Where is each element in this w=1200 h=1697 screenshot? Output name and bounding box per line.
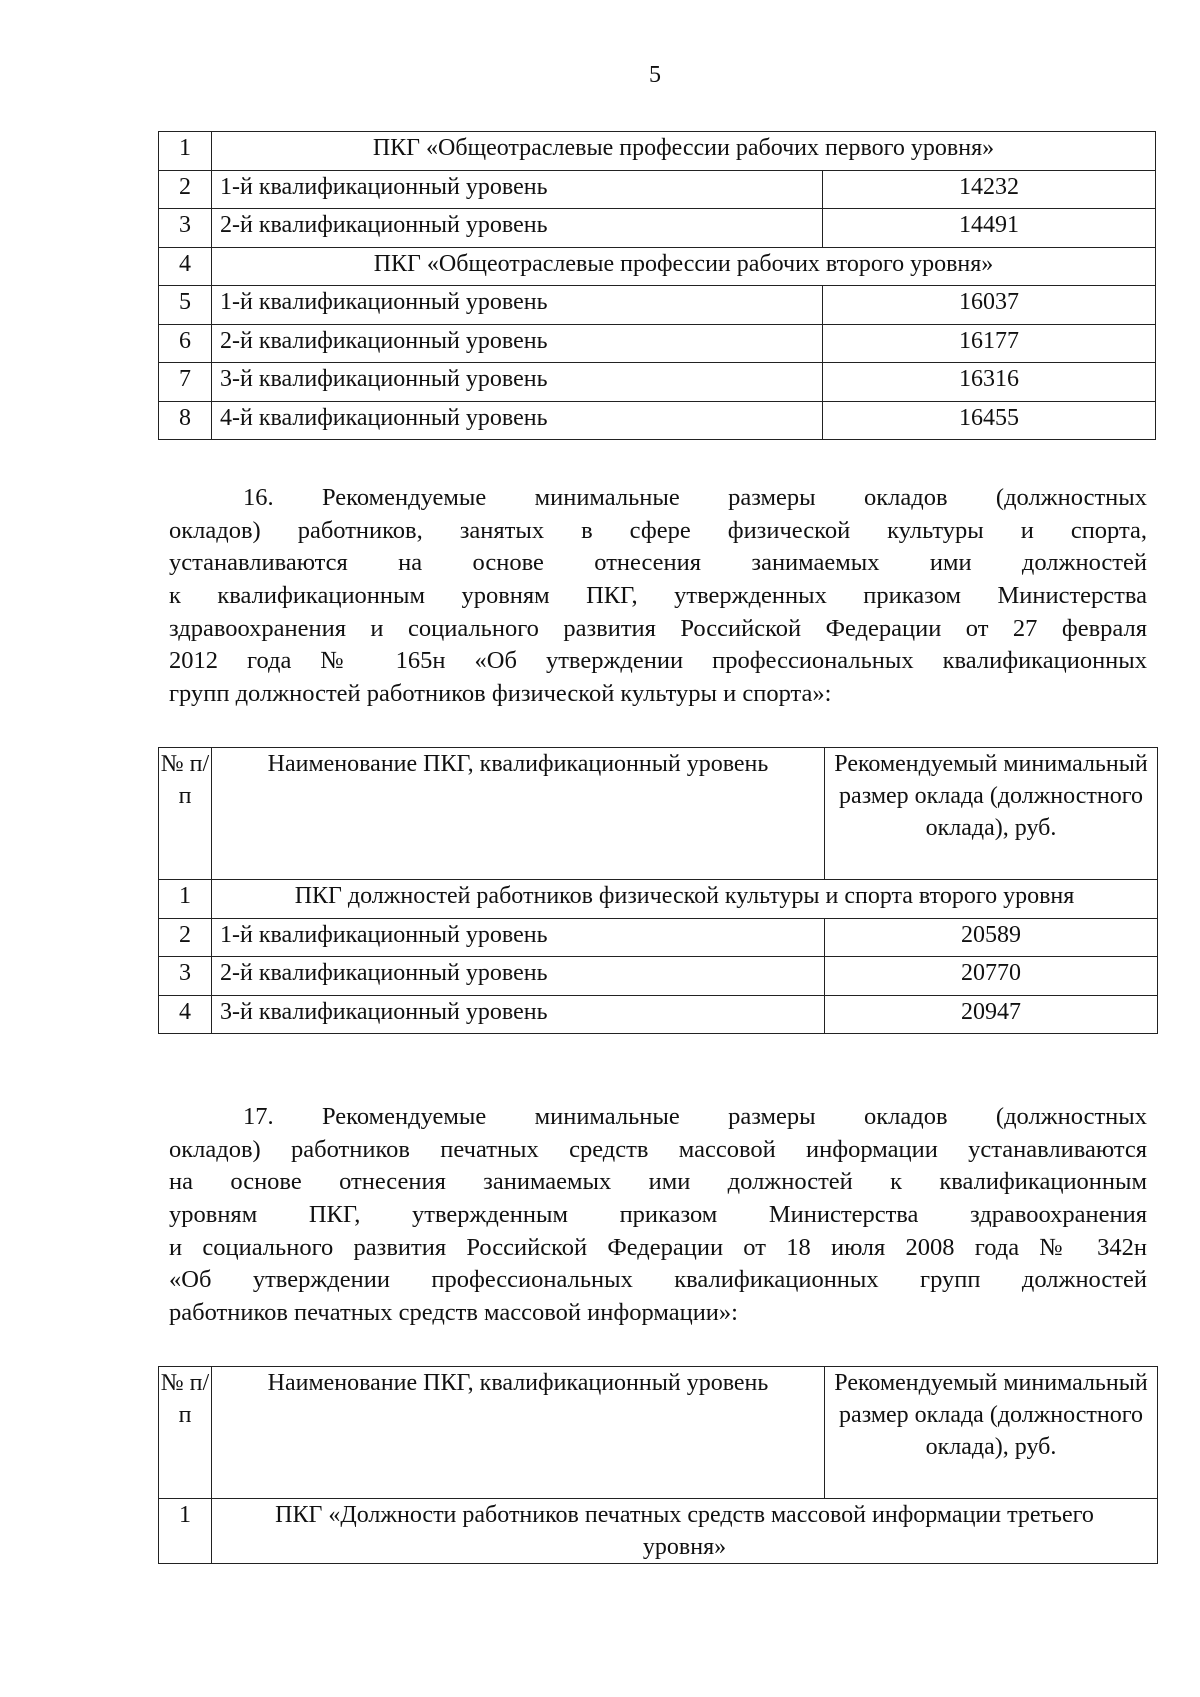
paragraph-line: 2012 года № 165н «Об утверждении профессиональных квалификационных <box>169 647 1147 675</box>
salary-value: 16455 <box>823 401 1156 440</box>
paragraph-line: на основе отнесения занимаемых ими должностей к квалификационным <box>169 1168 1147 1196</box>
salary-value: 16316 <box>823 363 1156 402</box>
salary-value: 16177 <box>823 324 1156 363</box>
row-number: 4 <box>159 247 212 286</box>
salary-value: 20947 <box>825 995 1158 1034</box>
table-row <box>159 324 1156 363</box>
table-header-row <box>159 1367 1158 1499</box>
paragraph-line: окладов) работников печатных средств массовой информации устанавливаются <box>169 1135 1147 1163</box>
salary-value: 14232 <box>823 170 1156 209</box>
paragraph-line: групп должностей работников физической культуры и спорта»: <box>169 680 832 708</box>
row-number: 5 <box>159 286 212 325</box>
table-row <box>159 880 1158 919</box>
row-number: 2 <box>159 170 212 209</box>
table-row <box>159 132 1156 171</box>
salary-table-workers <box>158 131 1156 440</box>
row-number: 3 <box>159 957 212 996</box>
level-name: 2-й квалификационный уровень <box>212 209 823 248</box>
row-number: 2 <box>159 918 212 957</box>
group-title: ПКГ «Должности работников печатных средств массовой информации третьего уровня» <box>212 1499 1158 1564</box>
salary-value: 20589 <box>825 918 1158 957</box>
level-name: 4-й квалификационный уровень <box>212 401 823 440</box>
table-header-row <box>159 748 1158 880</box>
header-num: № п/п <box>159 1367 212 1499</box>
table-row <box>159 957 1158 996</box>
paragraph-line: устанавливаются на основе отнесения занимаемых ими должностей <box>169 549 1147 577</box>
salary-value: 16037 <box>823 286 1156 325</box>
row-number: 8 <box>159 401 212 440</box>
table-row <box>159 918 1158 957</box>
level-name: 1-й квалификационный уровень <box>212 286 823 325</box>
row-number: 7 <box>159 363 212 402</box>
group-title: ПКГ должностей работников физической культуры и спорта второго уровня <box>212 880 1158 919</box>
salary-value: 20770 <box>825 957 1158 996</box>
group-title: ПКГ «Общеотраслевые профессии рабочих второго уровня» <box>212 247 1156 286</box>
header-value: Рекомендуемый минимальный размер оклада (должностного оклада), руб. <box>825 1367 1158 1499</box>
level-name: 2-й квалификационный уровень <box>212 324 823 363</box>
level-name: 1-й квалификационный уровень <box>212 170 823 209</box>
level-name: 2-й квалификационный уровень <box>212 957 825 996</box>
paragraph-17 <box>169 1101 1147 1330</box>
table-row <box>159 170 1156 209</box>
salary-table-sport <box>158 747 1158 1034</box>
row-number: 1 <box>159 1499 212 1564</box>
paragraph-line: к квалификационным уровням ПКГ, утвержденных приказом Министерства <box>169 582 1147 610</box>
group-title: ПКГ «Общеотраслевые профессии рабочих первого уровня» <box>212 132 1156 171</box>
level-name: 3-й квалификационный уровень <box>212 363 823 402</box>
table-row <box>159 995 1158 1034</box>
level-name: 3-й квалификационный уровень <box>212 995 825 1034</box>
row-number: 1 <box>159 132 212 171</box>
page-number: 5 <box>649 62 661 88</box>
paragraph-line: работников печатных средств массовой информации»: <box>169 1299 738 1327</box>
paragraph-line: и социального развития Российской Федерации от 18 июля 2008 года № 342н <box>169 1233 1147 1261</box>
table-row <box>159 286 1156 325</box>
paragraph-line: здравоохранения и социального развития Российской Федерации от 27 февраля <box>169 614 1147 642</box>
salary-value: 14491 <box>823 209 1156 248</box>
header-name: Наименование ПКГ, квалификационный уровень <box>212 748 825 880</box>
paragraph-16 <box>169 482 1147 711</box>
row-number: 6 <box>159 324 212 363</box>
row-number: 4 <box>159 995 212 1034</box>
paragraph-line: 16. Рекомендуемые минимальные размеры окладов (должностных <box>243 484 1147 511</box>
table-row <box>159 209 1156 248</box>
table-row <box>159 1499 1158 1564</box>
header-num: № п/п <box>159 748 212 880</box>
header-value: Рекомендуемый минимальный размер оклада (должностного оклада), руб. <box>825 748 1158 880</box>
paragraph-line: 17. Рекомендуемые минимальные размеры окладов (должностных <box>243 1103 1147 1130</box>
salary-table-press <box>158 1366 1158 1564</box>
paragraph-line: «Об утверждении профессиональных квалификационных групп должностей <box>169 1266 1147 1294</box>
table-row <box>159 247 1156 286</box>
row-number: 1 <box>159 880 212 919</box>
paragraph-line: уровням ПКГ, утвержденным приказом Министерства здравоохранения <box>169 1201 1147 1229</box>
table-row <box>159 401 1156 440</box>
header-name: Наименование ПКГ, квалификационный уровень <box>212 1367 825 1499</box>
level-name: 1-й квалификационный уровень <box>212 918 825 957</box>
row-number: 3 <box>159 209 212 248</box>
paragraph-line: окладов) работников, занятых в сфере физической культуры и спорта, <box>169 516 1147 544</box>
table-row <box>159 363 1156 402</box>
